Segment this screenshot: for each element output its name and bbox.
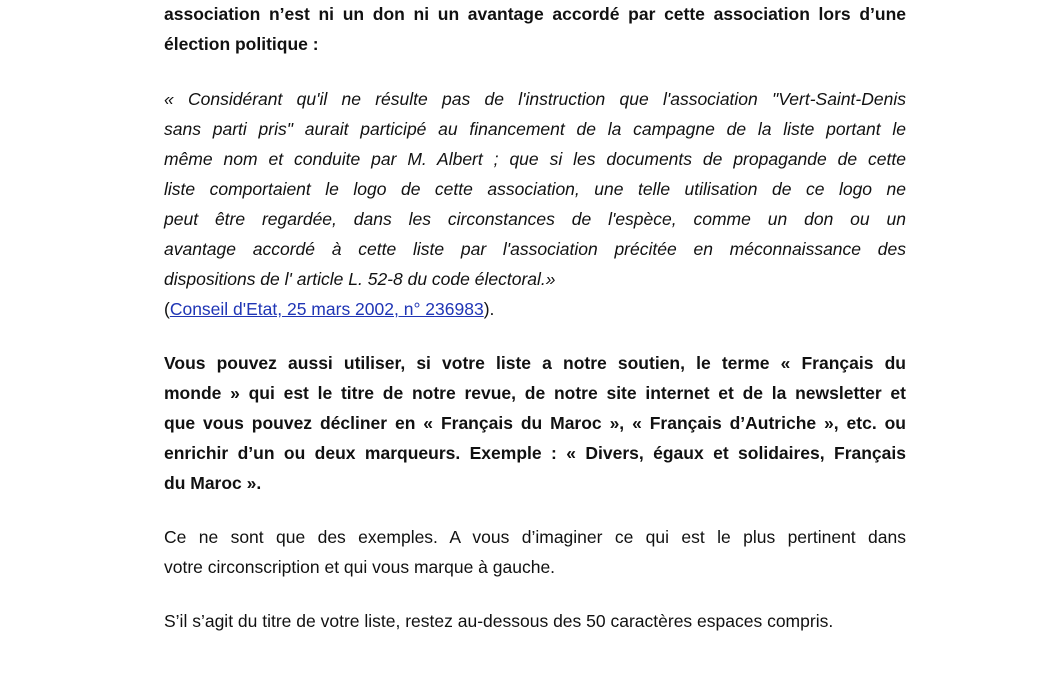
paragraph-exemples bbox=[164, 522, 906, 582]
intro-paragraph bbox=[164, 0, 906, 59]
quote-line: peut être regardée, dans les circonstances de l'espèce, comme un don ou un bbox=[164, 209, 906, 229]
citation-line bbox=[164, 294, 906, 324]
citation-open-paren: ( bbox=[164, 299, 170, 319]
intro-line: élection politique : bbox=[164, 34, 319, 54]
quote-line: sans parti pris" aurait participé au financement de la campagne de la liste portant le bbox=[164, 119, 906, 139]
paragraph-line: Ce ne sont que des exemples. A vous d’imaginer ce qui est le plus pertinent dans bbox=[164, 527, 906, 547]
paragraph-line: votre circonscription et qui vous marque à gauche. bbox=[164, 557, 556, 577]
citation bbox=[164, 294, 906, 324]
paragraph-line: S’il s’agit du titre de votre liste, restez au-dessous des 50 caractères espaces compris. bbox=[164, 611, 834, 631]
quote-line: même nom et conduite par M. Albert ; que si les documents de propagande de cette bbox=[164, 149, 906, 169]
quote-line: avantage accordé à cette liste par l'association précitée en méconnaissance des bbox=[164, 239, 906, 259]
paragraph-line: du Maroc ». bbox=[164, 473, 262, 493]
paragraph-line: enrichir d’un ou deux marqueurs. Exemple : « Divers, égaux et solidaires, Français bbox=[164, 443, 906, 463]
quote-paragraph bbox=[164, 84, 906, 294]
citation-close-paren: ). bbox=[483, 299, 495, 319]
citation-link[interactable]: Conseil d'Etat, 25 mars 2002, n° 236983 bbox=[169, 299, 484, 319]
quote-line: « Considérant qu'il ne résulte pas de l'instruction que l'association "Vert-Saint-Denis bbox=[164, 89, 906, 109]
paragraph-line: monde » qui est le titre de notre revue, de notre site internet et de la newsletter et bbox=[164, 383, 906, 403]
quote-line: dispositions de l' article L. 52-8 du code électoral.» bbox=[164, 269, 556, 289]
paragraph-francais-du-monde bbox=[164, 348, 906, 498]
intro-line: association n’est ni un don ni un avantage accordé par cette association lors d’une bbox=[164, 4, 906, 24]
paragraph-line: Vous pouvez aussi utiliser, si votre liste a notre soutien, le terme « Français du bbox=[164, 353, 906, 373]
quote-line: liste comportaient le logo de cette association, une telle utilisation de ce logo ne bbox=[164, 179, 906, 199]
paragraph-titre-liste bbox=[164, 606, 906, 636]
paragraph-line: que vous pouvez décliner en « Français du Maroc », « Français d’Autriche », etc. ou bbox=[164, 413, 906, 433]
